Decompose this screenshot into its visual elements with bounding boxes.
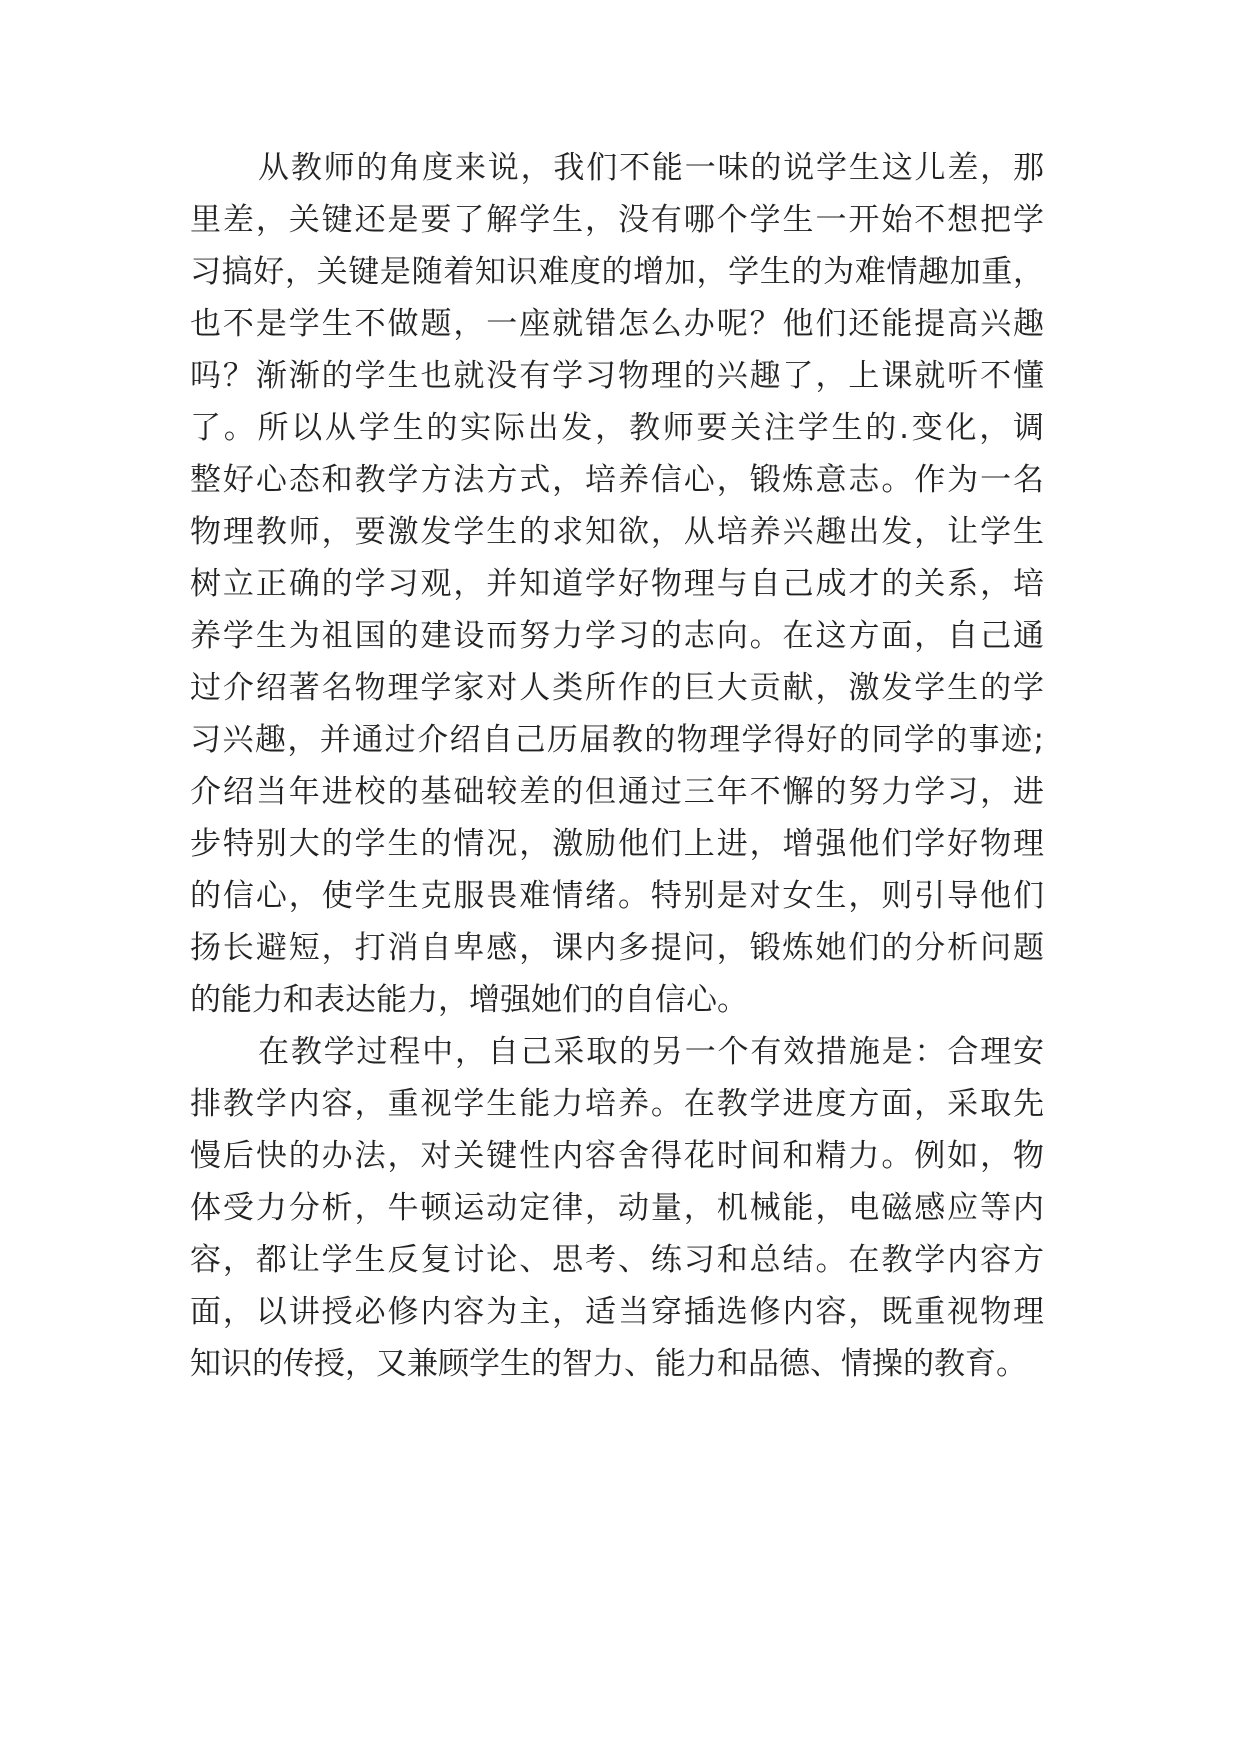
text-line: 习搞好，关键是随着知识难度的增加，学生的为难情趣加重， [190, 254, 1044, 290]
text-line: 排教学内容，重视学生能力培养。在教学进度方面，采取先 [190, 1086, 1044, 1122]
text-line: 里差，关键还是要了解学生，没有哪个学生一开始不想把学 [190, 202, 1044, 238]
text-line: 慢后快的办法，对关键性内容舍得花时间和精力。例如，物 [190, 1138, 1044, 1174]
text-line: 介绍当年进校的基础较差的但通过三年不懈的努力学习，进 [190, 774, 1044, 810]
text-line: 养学生为祖国的建设而努力学习的志向。在这方面，自己通 [190, 618, 1044, 654]
text-line: 容，都让学生反复讨论、思考、练习和总结。在教学内容方 [190, 1242, 1044, 1278]
text-line: 面，以讲授必修内容为主，适当穿插选修内容，既重视物理 [190, 1294, 1044, 1330]
text-line: 在教学过程中，自己采取的另一个有效措施是：合理安 [258, 1034, 1044, 1070]
text-line: 也不是学生不做题，一座就错怎么办呢？他们还能提高兴趣 [190, 306, 1044, 342]
text-line: 吗？渐渐的学生也就没有学习物理的兴趣了，上课就听不懂 [190, 358, 1044, 394]
text-line: 从教师的角度来说，我们不能一味的说学生这儿差，那 [258, 150, 1044, 186]
text-line: 了。所以从学生的实际出发，教师要关注学生的.变化，调 [190, 410, 1044, 446]
text-line: 的信心，使学生克服畏难情绪。特别是对女生，则引导他们 [190, 878, 1044, 914]
text-line: 习兴趣，并通过介绍自己历届教的物理学得好的同学的事迹; [190, 722, 1044, 758]
text-line: 步特别大的学生的情况，激励他们上进，增强他们学好物理 [190, 826, 1044, 862]
text-line: 整好心态和教学方法方式，培养信心，锻炼意志。作为一名 [190, 462, 1044, 498]
text-line: 物理教师，要激发学生的求知欲，从培养兴趣出发，让学生 [190, 514, 1044, 550]
text-line: 过介绍著名物理学家对人类所作的巨大贡献，激发学生的学 [190, 670, 1044, 706]
text-line: 体受力分析，牛顿运动定律，动量，机械能，电磁感应等内 [190, 1190, 1044, 1226]
text-line: 树立正确的学习观，并知道学好物理与自己成才的关系，培 [190, 566, 1044, 602]
text-line: 扬长避短，打消自卑感，课内多提问，锻炼她们的分析问题 [190, 930, 1044, 966]
text-line: 知识的传授，又兼顾学生的智力、能力和品德、情操的教育。 [190, 1346, 1027, 1382]
text-line: 的能力和表达能力，增强她们的自信心。 [190, 982, 748, 1018]
